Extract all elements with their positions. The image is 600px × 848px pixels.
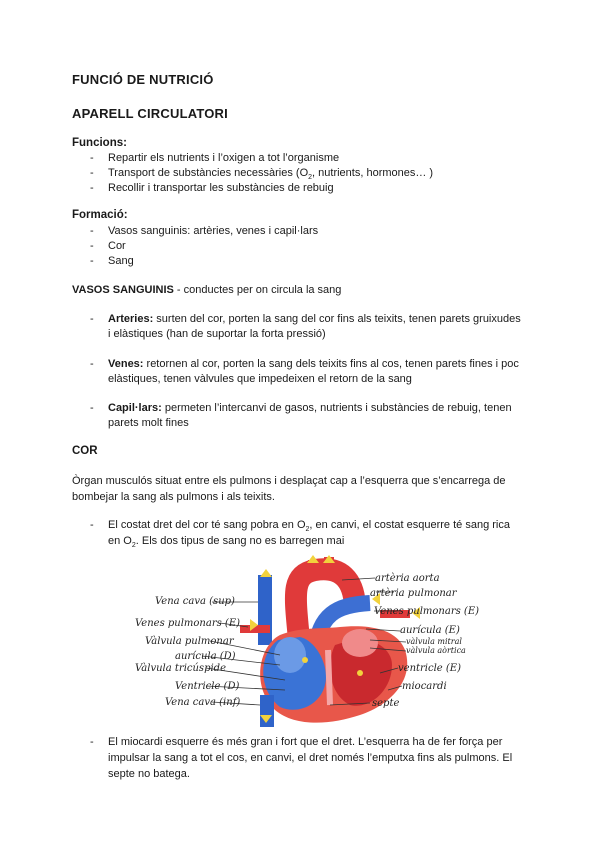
arteries-line: i elàstiques (han de suportar la forta pressió) xyxy=(108,328,326,340)
bullet-dash: - xyxy=(90,313,94,325)
label-ventricle-d: Ventricle (D) xyxy=(175,681,240,692)
vena-cava-inf-shape xyxy=(260,695,274,727)
funcions-item: Repartir els nutrients i l’oxigen a tot l’organisme xyxy=(108,152,340,164)
bullet-dash: - xyxy=(90,152,94,164)
vena-cava-sup-shape xyxy=(258,575,272,645)
label-venes-pulmonars-left: Venes pulmonars (E) xyxy=(135,618,241,629)
formacio-heading: Formació: xyxy=(72,209,128,221)
formacio-item: Cor xyxy=(108,240,126,252)
label-valvula-pulmonar: Vàlvula pulmonar xyxy=(145,636,234,647)
cor-bullet: El miocardi esquerre és més gran i fort que el dret. L’esquerra ha de fer força per xyxy=(108,736,503,748)
arteries-line: Arteries: surten del cor, porten la sang del cor fins als teixits, tenen parets gruixudes xyxy=(108,313,521,325)
label-auricula-d: aurícula (D) xyxy=(175,651,236,662)
funcions-heading: Funcions: xyxy=(72,137,127,149)
cor-heading: COR xyxy=(72,445,98,457)
bullet-dash: - xyxy=(90,167,94,179)
formacio-item: Sang xyxy=(108,255,134,267)
label-valvula-mitral: vàlvula mitral xyxy=(406,637,462,646)
vasos-heading-line: VASOS SANGUINIS - conductes per on circula la sang xyxy=(72,284,342,296)
bullet-dash: - xyxy=(90,402,94,414)
bullet-dash: - xyxy=(90,182,94,194)
cor-para: bombejar la sang als pulmons i als teixits. xyxy=(72,491,275,503)
venes-line: elàstiques, tenen vàlvules que impedeixen el retorn de la sang xyxy=(108,373,412,385)
label-venes-pulmonars-right: Venes pulmonars (E) xyxy=(374,606,480,617)
funcions-item: Recollir i transportar les substàncies de rebuig xyxy=(108,182,334,194)
label-vena-cava-sup: Vena cava (sup) xyxy=(155,596,235,607)
section-title: APARELL CIRCULATORI xyxy=(72,106,228,121)
bullet-dash: - xyxy=(90,736,94,748)
bullet-dash: - xyxy=(90,225,94,237)
cor-para: Òrgan musculós situat entre els pulmons i desplaçat cap a l’esquerra que s’encarrega de xyxy=(72,475,506,487)
formacio-item: Vasos sanguinis: artèries, venes i capil·lars xyxy=(108,225,319,237)
bullet-dash: - xyxy=(90,358,94,370)
bullet-dash: - xyxy=(90,255,94,267)
bullet-dash: - xyxy=(90,240,94,252)
page-title: FUNCIÓ DE NUTRICIÓ xyxy=(72,72,214,87)
septum-shape xyxy=(328,650,330,705)
funcions-item: Transport de substàncies necessàries ($O_2$, nutrients, hormones… ) xyxy=(108,167,434,182)
label-auricula-e: aurícula (E) xyxy=(400,625,460,636)
label-septe: septe xyxy=(372,698,400,709)
label-ventricle-e: ventricle (E) xyxy=(398,663,462,674)
label-miocardi: miocardi xyxy=(402,681,447,692)
label-valvula-aortica: vàlvula aòrtica xyxy=(406,646,466,655)
cor-bullet: septe no batega. xyxy=(108,768,190,780)
capil-line: Capil·lars: permeten l’intercanvi de gasos, nutrients i substàncies de rebuig, tenen xyxy=(108,402,512,414)
label-vena-cava-inf: Vena cava (inf) xyxy=(165,697,241,708)
heart-diagram xyxy=(130,555,480,727)
cor-bullet: El costat dret del cor té sang pobra en $O_2$, en canvi, el costat esquerre té sang rica xyxy=(108,519,510,534)
label-arteria-aorta: artèria aorta xyxy=(375,573,440,584)
label-arteria-pulmonar: artèria pulmonar xyxy=(370,588,457,599)
label-valvula-tricuspide: Vàlvula tricúspide xyxy=(135,663,226,674)
cor-bullet: impulsar la sang a tot el cos, en canvi, el dret només l’emputxa fins als pulmons. El xyxy=(108,752,513,764)
cor-bullet: en $O_2$. Els dos tipus de sang no es barregen mai xyxy=(108,535,345,550)
bullet-dash: - xyxy=(90,519,94,531)
capil-line: parets molt fines xyxy=(108,417,189,429)
venes-line: Venes: retornen al cor, porten la sang dels teixits fins al cos, tenen parets fines i poc xyxy=(108,358,519,370)
